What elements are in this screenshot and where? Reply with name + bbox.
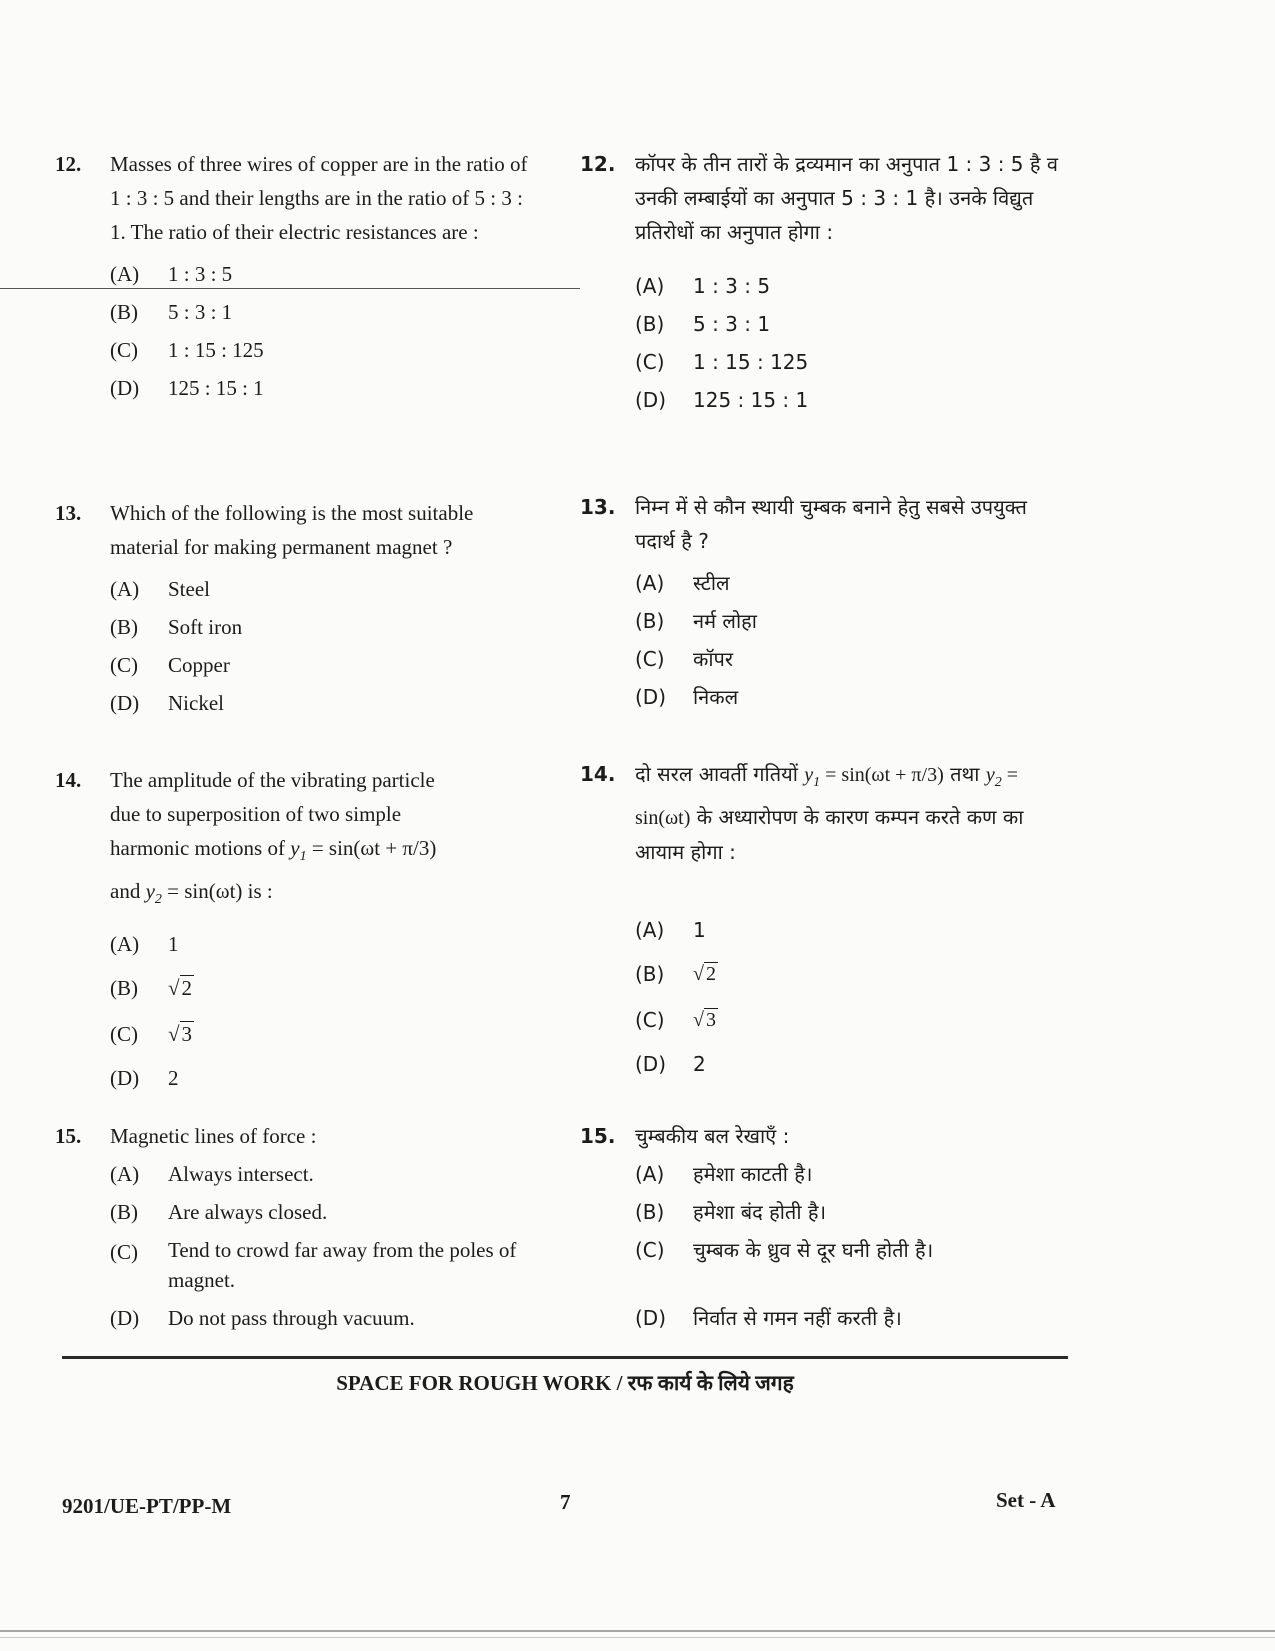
question-13-en <box>55 496 535 722</box>
options-list <box>110 1155 535 1337</box>
options-list <box>635 267 1060 419</box>
sqrt-2: √ 2 <box>693 963 716 985</box>
option-c[interactable]: (C) 1 : 15 : 125 <box>635 350 809 374</box>
option-a[interactable]: (A) स्टील <box>635 571 730 595</box>
option-a[interactable]: (A) Steel <box>110 577 210 601</box>
question-text: कॉपर के तीन तारों के द्रव्यमान का अनुपात 1 : 3 : 5 है व उनकी लम्बाईयों का अनुपात 5 : 3 : 1 है। उनके विद्युत प्रतिरोधों का अनुपात होगा : <box>635 152 1058 244</box>
option-b[interactable]: (B) हमेशा बंद होती है। <box>635 1200 827 1224</box>
rough-work-label: SPACE FOR ROUGH WORK / रफ कार्य के लिये जगह <box>336 1371 794 1395</box>
option-c[interactable]: (C) Copper <box>110 653 230 677</box>
question-number: 12. <box>55 152 82 176</box>
question-12-hi <box>580 147 1060 419</box>
question-15-en <box>55 1119 535 1337</box>
options-list <box>110 255 535 407</box>
option-b[interactable]: (B) नर्म लोहा <box>635 609 757 633</box>
english-column <box>55 0 535 1360</box>
option-d[interactable]: (D) 2 <box>635 1052 706 1076</box>
paper-code: 9201/UE-PT/PP-M <box>62 1494 232 1518</box>
option-b[interactable]: (B) √ 2 <box>635 951 1060 997</box>
option-c[interactable]: (C) √ 3 <box>635 997 1060 1043</box>
rough-work-rule <box>62 1356 1068 1359</box>
bottom-edge-rule <box>0 1630 1275 1632</box>
question-text: चुम्बकीय बल रेखाएँ : <box>635 1124 790 1148</box>
page-number: 7 <box>560 1490 571 1514</box>
question-15-hi <box>580 1119 1060 1337</box>
option-c[interactable]: (C) √3 <box>110 1011 535 1057</box>
option-a[interactable]: (A) हमेशा काटती है। <box>635 1162 813 1186</box>
option-b[interactable]: (B) Are always closed. <box>110 1200 328 1224</box>
options-list <box>635 564 1060 716</box>
question-text: Magnetic lines of force : <box>110 1124 317 1148</box>
bottom-edge-rule-2 <box>0 1637 1275 1638</box>
option-d[interactable]: (D) निकल <box>635 685 739 709</box>
option-c[interactable]: (C) चुम्बक के ध्रुव से दूर घनी होती है। <box>635 1238 934 1262</box>
question-number: 13. <box>55 501 82 525</box>
options-list <box>110 570 535 722</box>
question-12-en <box>55 147 535 407</box>
option-d[interactable]: (D) 125 : 15 : 1 <box>110 376 264 400</box>
set-label: Set - A <box>996 1488 1056 1512</box>
question-text: दो सरल आवर्ती गतियों $y_1 = \sin(\omega t + \pi/3)$ तथा $y_2 = \sin(\omega t)$ के अध्यारोपण के कारण कम्पन करते कण का आयाम होगा : <box>635 762 1024 864</box>
question-number: 12. <box>580 152 616 176</box>
question-14-hi <box>580 757 1060 1085</box>
question-13-hi <box>580 490 1060 716</box>
option-c[interactable]: (C) Tend to crowd far away from the poles of magnet. <box>110 1238 517 1292</box>
option-c[interactable]: (C) कॉपर <box>635 647 734 671</box>
question-14-en <box>55 763 535 1099</box>
option-c[interactable]: (C) 1 : 15 : 125 <box>110 338 264 362</box>
sqrt-2: √2 <box>168 976 193 1000</box>
question-number: 14. <box>55 768 82 792</box>
equation-y2: $y_2$ <box>145 879 162 907</box>
option-a[interactable]: (A) 1 : 3 : 5 <box>110 262 233 286</box>
sqrt-3: √ 3 <box>693 1009 716 1031</box>
options-list <box>635 1155 1060 1337</box>
question-text: The amplitude of the vibrating particle due to superposition of two simple harmonic motions of $y_1 = \sin(\omega t + \pi/3)$ and $y_2 = \sin(\omega t)$ is : <box>110 768 437 907</box>
option-a[interactable]: (A) 1 : 3 : 5 <box>635 274 771 298</box>
sqrt-3: √3 <box>168 1022 193 1046</box>
question-text: Which of the following is the most suitable material for making permanent magnet ? <box>110 501 474 559</box>
option-b[interactable]: (B) Soft iron <box>110 615 243 639</box>
option-a[interactable]: (A) 1 <box>110 932 179 956</box>
option-b[interactable]: (B) 5 : 3 : 1 <box>635 312 771 336</box>
equation-y1: $y_1$ <box>804 764 821 790</box>
question-number: 14. <box>580 762 616 786</box>
option-d[interactable]: (D) 2 <box>110 1066 179 1090</box>
option-d[interactable]: (D) निर्वात से गमन नहीं करती है। <box>635 1306 902 1330</box>
option-d[interactable]: (D) 125 : 15 : 1 <box>635 388 809 412</box>
equation-y2: $y_2$ <box>985 764 1002 790</box>
question-text: निम्न में से कौन स्थायी चुम्बक बनाने हेतु सबसे उपयुक्त पदार्थ है ? <box>635 495 1027 553</box>
hindi-column <box>580 0 1060 1360</box>
question-text: Masses of three wires of copper are in the ratio of 1 : 3 : 5 and their lengths are in the ratio of 5 : 3 : 1. The ratio of their electric resistances are : <box>110 152 528 244</box>
options-list <box>110 923 535 1099</box>
option-d[interactable]: (D) Nickel <box>110 691 224 715</box>
question-number: 13. <box>580 495 616 519</box>
question-number: 15. <box>580 1124 616 1148</box>
option-d[interactable]: (D) Do not pass through vacuum. <box>110 1306 415 1330</box>
option-b[interactable]: (B) √2 <box>110 965 535 1011</box>
option-b[interactable]: (B) 5 : 3 : 1 <box>110 300 233 324</box>
option-a[interactable]: (A) Always intersect. <box>110 1162 314 1186</box>
option-a[interactable]: (A) 1 <box>635 918 706 942</box>
equation-y1: $y_1$ <box>290 836 307 864</box>
question-number: 15. <box>55 1124 82 1148</box>
options-list <box>635 909 1060 1085</box>
